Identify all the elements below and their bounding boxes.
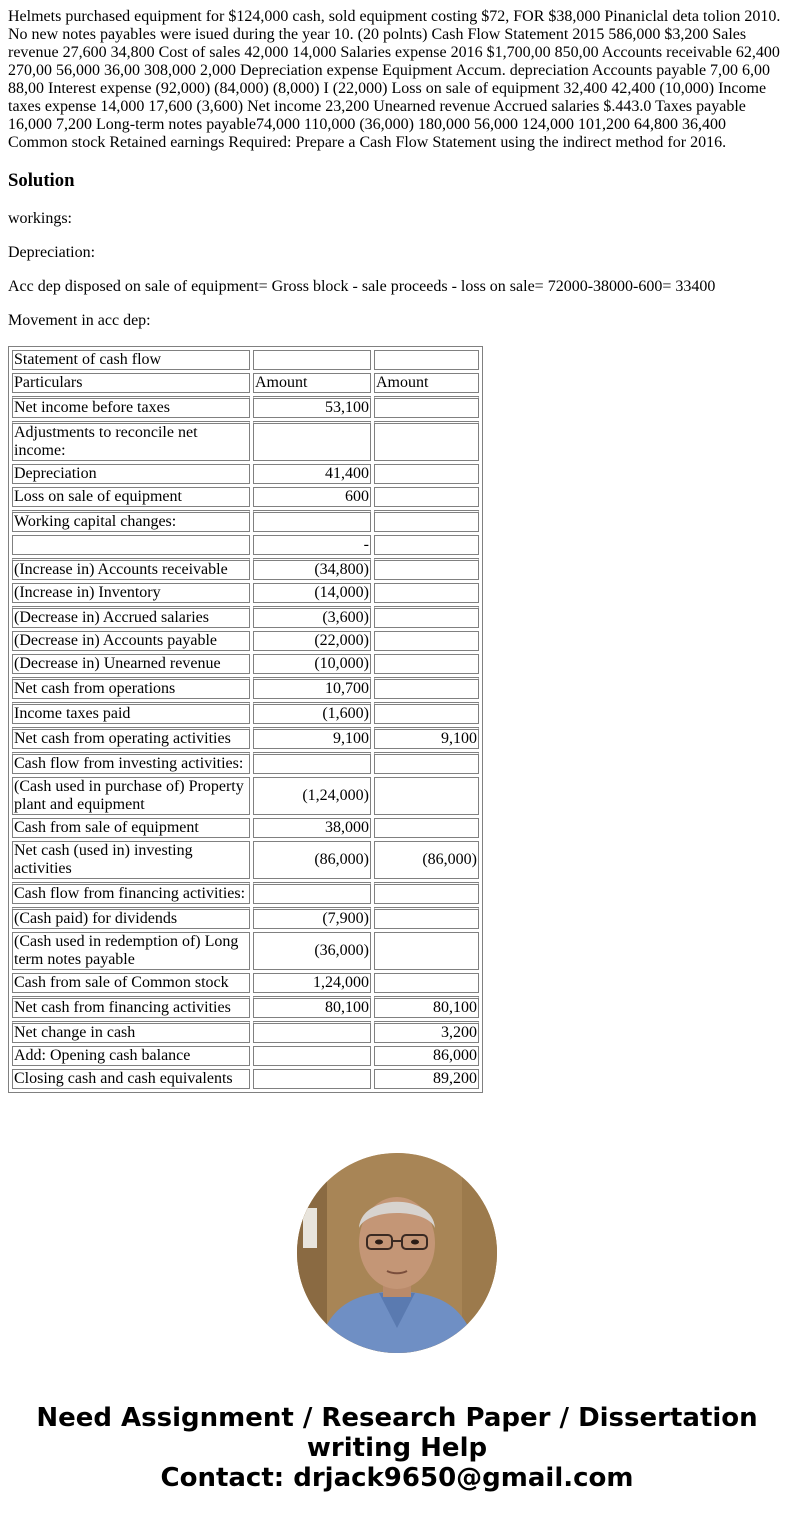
row-label: Net cash from financing activities <box>12 996 250 1018</box>
table-row <box>12 677 479 699</box>
table-row <box>12 350 479 370</box>
amount-cell: 600 <box>253 487 371 507</box>
row-label: Net income before taxes <box>12 396 250 418</box>
table-row <box>12 421 479 461</box>
total-cell <box>374 606 479 628</box>
amount-cell: (14,000) <box>253 583 371 603</box>
amount-cell: (1,24,000) <box>253 777 371 815</box>
row-label: Particulars <box>12 373 250 393</box>
amount-cell: 80,100 <box>253 996 371 1018</box>
table-row <box>12 882 479 904</box>
table-row <box>12 558 479 580</box>
table-row <box>12 631 479 651</box>
total-cell <box>374 973 479 993</box>
table-row <box>12 606 479 628</box>
total-cell: 80,100 <box>374 996 479 1018</box>
row-label: Loss on sale of equipment <box>12 487 250 507</box>
amount-cell: (86,000) <box>253 841 371 879</box>
amount-cell: 41,400 <box>253 464 371 484</box>
amount-cell <box>253 421 371 461</box>
table-row <box>12 464 479 484</box>
acc-dep-calculation: Acc dep disposed on sale of equipment= Gross block - sale proceeds - loss on sale= 72000-38000-600= 33400 <box>8 278 716 295</box>
row-label: Closing cash and cash equivalents <box>12 1069 250 1089</box>
table-row <box>12 777 479 815</box>
total-cell: 3,200 <box>374 1021 479 1043</box>
amount-cell <box>253 1021 371 1043</box>
movement-label: Movement in acc dep: <box>8 312 151 329</box>
row-label: Adjustments to reconcile net income: <box>12 421 250 461</box>
total-cell <box>374 631 479 651</box>
total-cell <box>374 421 479 461</box>
row-label: (Cash paid) for dividends <box>12 907 250 929</box>
banner-contact: Contact: drjack9650@gmail.com <box>160 1463 634 1493</box>
row-label: (Increase in) Accounts receivable <box>12 558 250 580</box>
amount-cell: 10,700 <box>253 677 371 699</box>
total-cell <box>374 932 479 970</box>
total-cell <box>374 752 479 774</box>
row-label: (Decrease in) Unearned revenue <box>12 654 250 674</box>
row-label: Cash from sale of equipment <box>12 818 250 838</box>
row-label: Net cash (used in) investing activities <box>12 841 250 879</box>
table-row <box>12 907 479 929</box>
amount-cell: - <box>253 535 371 555</box>
total-cell <box>374 464 479 484</box>
total-cell <box>374 558 479 580</box>
row-label: Cash flow from financing activities: <box>12 882 250 904</box>
row-label <box>12 535 250 555</box>
amount-cell: (10,000) <box>253 654 371 674</box>
amount-cell: 1,24,000 <box>253 973 371 993</box>
total-cell <box>374 654 479 674</box>
row-label: Net change in cash <box>12 1021 250 1043</box>
banner-line-1: Need Assignment / Research Paper / Dissertation <box>36 1403 758 1433</box>
depreciation-label: Depreciation: <box>8 244 96 261</box>
amount-cell <box>253 1046 371 1066</box>
total-cell: 86,000 <box>374 1046 479 1066</box>
amount-cell: 53,100 <box>253 396 371 418</box>
total-cell <box>374 818 479 838</box>
amount-cell: (36,000) <box>253 932 371 970</box>
row-label: Working capital changes: <box>12 510 250 532</box>
amount-cell: (3,600) <box>253 606 371 628</box>
row-label: Depreciation <box>12 464 250 484</box>
table-row <box>12 583 479 603</box>
cash-flow-table <box>8 346 483 1093</box>
table-row <box>12 752 479 774</box>
amount-cell: 38,000 <box>253 818 371 838</box>
total-cell <box>374 510 479 532</box>
amount-cell: (22,000) <box>253 631 371 651</box>
table-row <box>12 535 479 555</box>
row-label: (Decrease in) Accounts payable <box>12 631 250 651</box>
row-label: (Decrease in) Accrued salaries <box>12 606 250 628</box>
total-cell <box>374 583 479 603</box>
total-cell <box>374 350 479 370</box>
table-row <box>12 510 479 532</box>
amount-cell: (34,800) <box>253 558 371 580</box>
row-label: Statement of cash flow <box>12 350 250 370</box>
table-row <box>12 973 479 993</box>
workings-label: workings: <box>8 210 72 227</box>
total-cell: Amount <box>374 373 479 393</box>
total-cell: 9,100 <box>374 727 479 749</box>
table-row <box>12 373 479 393</box>
row-label: Net cash from operations <box>12 677 250 699</box>
row-label: Add: Opening cash balance <box>12 1046 250 1066</box>
table-row <box>12 932 479 970</box>
table-row <box>12 487 479 507</box>
banner-line-2: writing Help <box>306 1433 488 1463</box>
total-cell <box>374 882 479 904</box>
table-row <box>12 654 479 674</box>
promo-banner <box>0 1403 794 1493</box>
solution-heading: Solution <box>8 170 75 191</box>
table-row <box>12 996 479 1018</box>
table-row <box>12 1021 479 1043</box>
table-row <box>12 841 479 879</box>
amount-cell <box>253 350 371 370</box>
total-cell <box>374 907 479 929</box>
row-label: Cash from sale of Common stock <box>12 973 250 993</box>
author-avatar <box>297 1153 497 1353</box>
table-row <box>12 1046 479 1066</box>
row-label: (Cash used in redemption of) Long term notes payable <box>12 932 250 970</box>
table-row <box>12 818 479 838</box>
total-cell: 89,200 <box>374 1069 479 1089</box>
row-label: Cash flow from investing activities: <box>12 752 250 774</box>
problem-statement: Helmets purchased equipment for $124,000 cash, sold equipment costing $72, FOR $38,000 Pinaniclal deta tolion 2010. No new notes payables were isued during the year 10. (20 polnts) Cash Flow Statement 2015 586,000 $3,200 Sales revenue 27,600 34,800 Cost of sales 42,000 14,000 Salaries expense 2016 $1,700,00 850,00 Accounts receivable 62,400 270,00 56,000 36,00 308,000 2,000 Depreciation expense Equipment Accum. depreciation Accounts payable 7,00 6,00 88,00 Interest expense (92,000) (84,000) (8,000) I (22,000) Loss on sale of equipment 32,400 42,400 (10,000) Income taxes expense 14,000 17,600 (3,600) Net income 23,200 Unearned revenue Accrued salaries $.443.0 Taxes payable 16,000 7,200 Long-term notes payable74,000 110,000 (36,000) 180,000 56,000 124,000 101,200 64,800 36,400 Common stock Retained earnings Required: Prepare a Cash Flow Statement using the indirect method for 2016. <box>8 8 781 151</box>
amount-cell: (1,600) <box>253 702 371 724</box>
total-cell <box>374 677 479 699</box>
table-row <box>12 702 479 724</box>
total-cell <box>374 702 479 724</box>
row-label: (Increase in) Inventory <box>12 583 250 603</box>
amount-cell <box>253 882 371 904</box>
table-row <box>12 727 479 749</box>
total-cell <box>374 396 479 418</box>
row-label: Income taxes paid <box>12 702 250 724</box>
amount-cell <box>253 1069 371 1089</box>
amount-cell <box>253 752 371 774</box>
total-cell <box>374 777 479 815</box>
table-row <box>12 1069 479 1089</box>
table-row <box>12 396 479 418</box>
amount-cell: Amount <box>253 373 371 393</box>
row-label: Net cash from operating activities <box>12 727 250 749</box>
total-cell: (86,000) <box>374 841 479 879</box>
total-cell <box>374 535 479 555</box>
row-label: (Cash used in purchase of) Property plant and equipment <box>12 777 250 815</box>
amount-cell <box>253 510 371 532</box>
amount-cell: 9,100 <box>253 727 371 749</box>
amount-cell: (7,900) <box>253 907 371 929</box>
person-portrait-icon <box>297 1153 497 1353</box>
total-cell <box>374 487 479 507</box>
